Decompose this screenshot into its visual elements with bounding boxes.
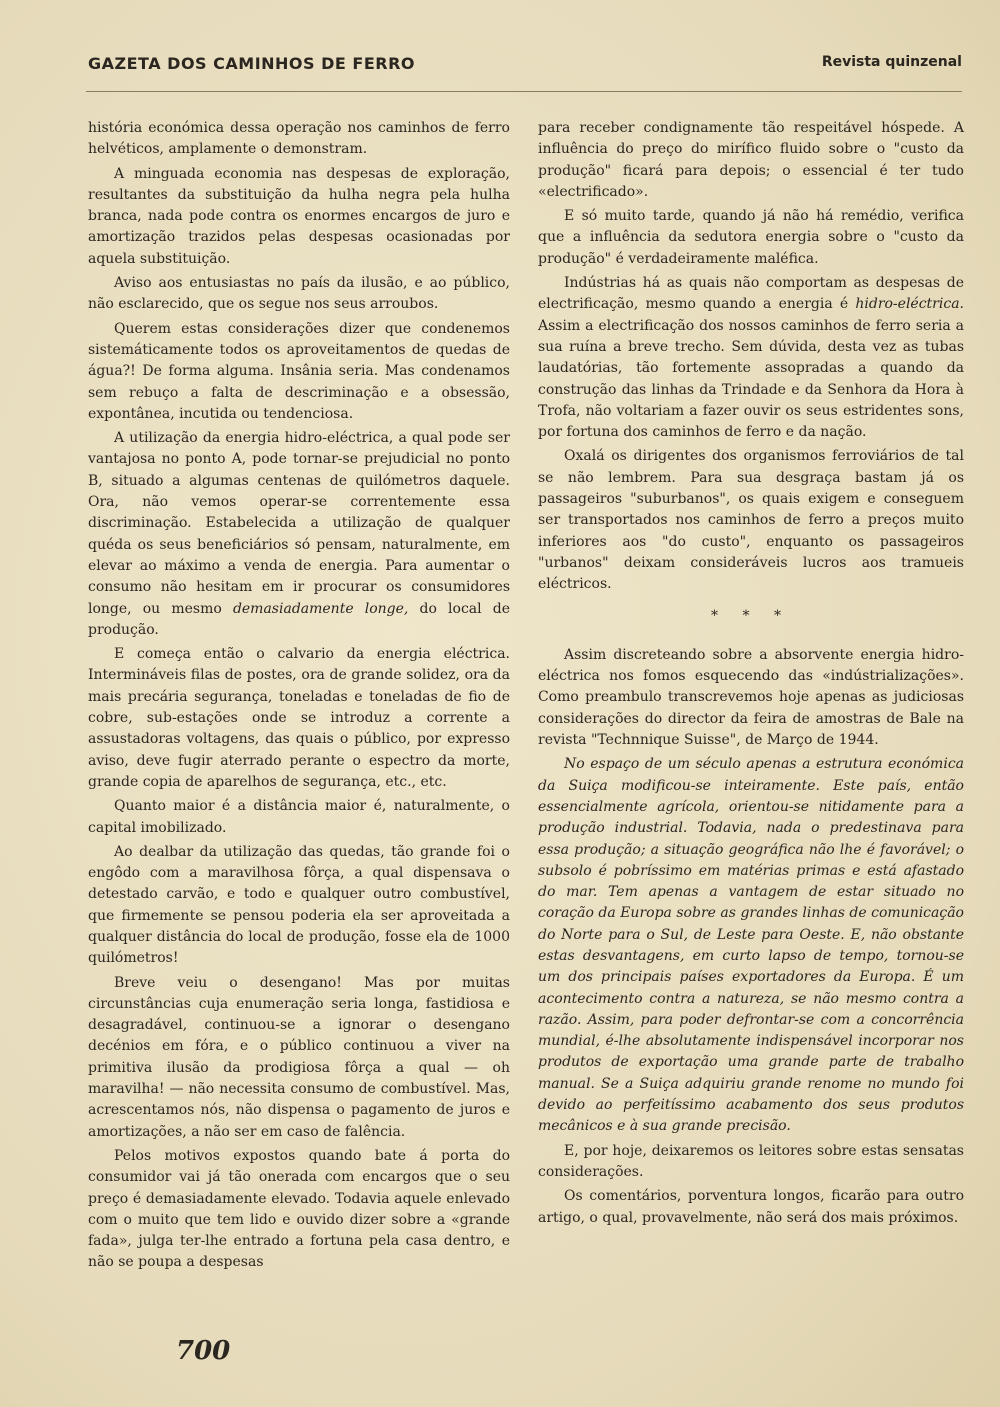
- paragraph: [538, 273, 964, 443]
- paragraph: E só muito tarde, quando já não há remédio, verifica que a influência da sedutora energia sobre o "custo da produção" é verdadeiramente maléfica.: [538, 208, 964, 267]
- paragraph: história económica dessa operação nos caminhos de ferro helvéticos, amplamente o demonstram.: [88, 120, 510, 158]
- paragraph-text: Indústrias há as quais não comportam as despesas de electrificação, mesmo quando a energia é: [538, 275, 964, 313]
- section-separator: * * *: [711, 607, 791, 624]
- journal-subtitle: Revista quinzenal: [821, 54, 962, 70]
- paragraph-text: do local de produção.: [88, 600, 510, 638]
- paragraph: Breve veiu o desengano! Mas por muitas circunstâncias cuja enumeração seria longa, fastidiosa e desagradável, continuou-se a ignorar o desengano decénios em fóra, e o público continuou a viver na primitiva ilusão da prodigiosa fôrça a qual — oh maravilha! — não necessita consumo de combustível. Mas, acrescentamos nós, não dispensa o pagamento de juros e amortizações, a não ser em caso de falência.: [88, 974, 510, 1140]
- paragraph: Pelos motivos expostos quando bate á porta do consumidor vai já tão onerada com encargos que o seu preço é demasiadamente elevado. Todavia aquele enlevado com o muito que tem lido e ouvido dizer sobre a «grande fada», julga ter-lhe entrado a fortuna pela casa dentro, e não se poupa a despesas: [88, 1147, 510, 1271]
- paragraph: Aviso aos entusiastas no país da ilusão, e ao público, não esclarecido, que os segue nos seus arroubos.: [88, 275, 510, 313]
- right-column: [538, 118, 964, 1232]
- paragraph: Querem estas considerações dizer que condenemos sistemáticamente todos os aproveitamentos de quedas de água?! De forma alguma. Insânia seria. Mas condenamos sem rebuço a falta de descriminação e a obsessão, expontânea, incutida ou tendenciosa.: [88, 320, 510, 422]
- quoted-paragraph: No espaço de um século apenas a estrutura económica da Suiça modificou-se inteiramente. Este país, então essencialmente agrícola, orientou-se nitidamente para a produção industrial. Todavia, nada o predestinava para essa produção; a situação geográfica não lhe é favorável; o subsolo é pobríssimo em matérias primas e está afastado do mar. Tem apenas a vantagem de estar situado no coração da Europa sobre as grandes linhas de comunicação do Norte para o Sul, de Leste para Oeste. E, não obstante estas desvantagens, em curto lapso de tempo, tornou-se um dos principais países exportadores da Europa. É um acontecimento contra a natureza, se não mesmo contra a razão. Assim, para poder defrontar-se com a concorrência mundial, é-lhe absolutamente indispensável incorporar nos produtos de exportação uma grande parte de trabalho manual. Se a Suiça adquiriu grande renome no mundo foi devido ao perfeitíssimo acabamento dos seus produtos mecânicos e à sua grande precisão.: [538, 756, 964, 1135]
- paragraph: A minguada economia nas despesas de exploração, resultantes da substituição da hulha negra pela hulha branca, nada pode contra os enormes encargos de juro e amortização trazidos pelas despesas ocasionadas por aquela substituição.: [88, 165, 510, 267]
- header-rule: [86, 91, 962, 92]
- paragraph: Os comentários, porventura longos, ficarão para outro artigo, o qual, provavelmente, não será dos mais próximos.: [538, 1188, 964, 1226]
- paragraph: Oxalá os dirigentes dos organismos ferroviários de tal se não lembrem. Para sua desgraça bastam já os passageiros "suburbanos", os quais exigem e conseguem ser transportados nos caminhos de ferro a preços muito inferiores aos "do custo", enquanto os passageiros "urbanos" deixam consideráveis lucros aos tramueis eléctricos.: [538, 448, 964, 593]
- page-number: 700: [176, 1336, 231, 1366]
- journal-title: GAZETA DOS CAMINHOS DE FERRO: [88, 54, 416, 73]
- paragraph-text: Assim a electrificação dos nossos caminhos de ferro seria a sua ruína a breve trecho. Sem dúvida, desta vez as tubas laudatórias, tão fortemente assopradas a quando da construção das linhas da Trindade e da Senhora da Hora à Trofa, não voltariam a fazer ouvir os seus estridentes sons, por fortuna dos caminhos de ferro e da nação.: [538, 317, 964, 441]
- paragraph-text: A utilização da energia hidro-eléctrica, a qual pode ser vantajosa no ponto A, pode tornar-se prejudicial no ponto B, situado a algumas centenas de quilómetros daquele. Ora, não vemos operar-se correntemente essa discriminação. Estabelecida a utilização de qualquer quéda os seus beneficiários só pensam, naturalmente, em elevar ao máximo a venda de energia. Para aumentar o consumo não hesitam em ir procurar os consumidores longe, ou mesmo: [88, 430, 510, 617]
- paragraph: para receber condignamente tão respeitável hóspede. A influência do preço do mirífico fluido sobre o "custo da produção" ficará para depois; o essencial é ter tudo «electrificado».: [538, 120, 964, 200]
- paragraph: [88, 428, 510, 641]
- paragraph: Assim discreteando sobre a absorvente energia hidro-eléctrica nos fomos esquecendo das «indústrializações». Como preambulo transcrevemos hoje apenas as judiciosas considerações do director da feira de amostras de Bale na revista "Technnique Suisse", de Março de 1944.: [538, 646, 964, 749]
- paragraph: Ao dealbar da utilização das quedas, tão grande foi o engôdo com a maravilhosa fôrça, a qual dispensava o detestado carvão, e todo e qualquer outro combustível, que firmemente se pensou poderia ela ser aproveitada a qualquer distância do local de produção, fosse ela de 1000 quilómetros!: [88, 843, 510, 967]
- emphasis-text: hidro-eléctrica.: [855, 296, 964, 313]
- paragraph: Quanto maior é a distância maior é, naturalmente, o capital imobilizado.: [88, 798, 510, 836]
- running-header: [88, 54, 962, 84]
- paragraph: E, por hoje, deixaremos os leitores sobre estas sensatas considerações.: [538, 1142, 964, 1180]
- paragraph: E começa então o calvario da energia eléctrica. Intermináveis filas de postes, ora de grande solidez, ora da mais precária segurança, toneladas e toneladas de fio de cobre, sub-estações onde se introduz a corrente a assustadoras voltagens, das quais o público, por expresso aviso, deve fugir aterrado perante o espectro da morte, grande copia de aparelhos de segurança, etc., etc.: [88, 646, 510, 790]
- emphasis-text: demasiadamente longe,: [232, 600, 409, 617]
- left-column: [88, 118, 510, 1277]
